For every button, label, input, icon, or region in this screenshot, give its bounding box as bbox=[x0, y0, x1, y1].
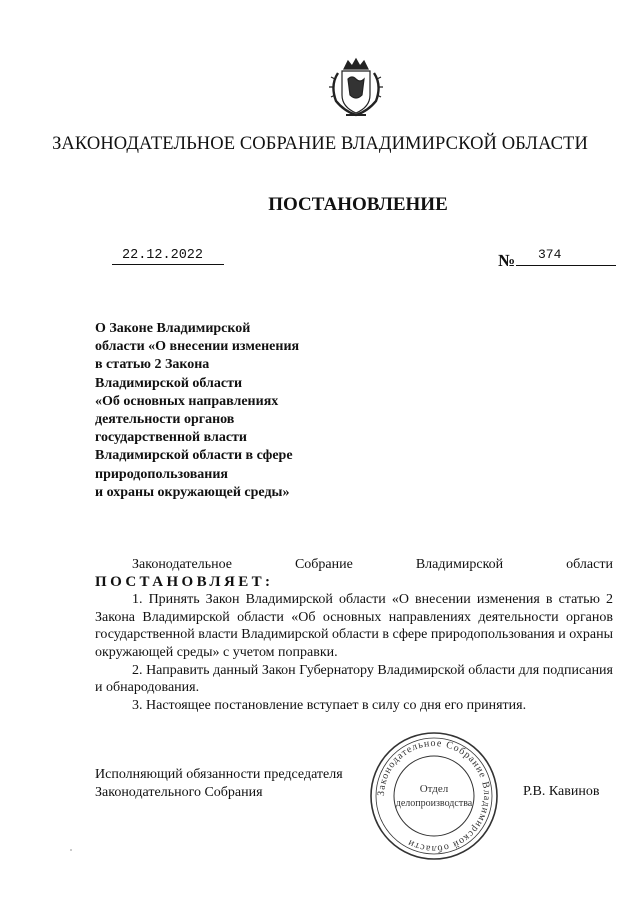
intro-word: Владимирской bbox=[415, 557, 504, 572]
subject-line: и охраны окружающей среды» bbox=[95, 484, 290, 500]
position-line: Исполняющий обязанности председателя bbox=[95, 767, 343, 782]
svg-text:Законодательное Собрание Влади bbox=[376, 738, 492, 854]
subject-line: в статью 2 Закона bbox=[95, 357, 210, 373]
number-underline bbox=[516, 265, 616, 266]
subject-line: природопользования bbox=[95, 466, 228, 482]
signatory-name: Р.В. Кавинов bbox=[523, 784, 600, 799]
document-date: 22.12.2022 bbox=[112, 247, 224, 265]
subject-line: Владимирской области bbox=[95, 375, 243, 391]
official-stamp bbox=[368, 730, 500, 862]
intro-word: Законодательное bbox=[132, 557, 232, 572]
number-value: 374 bbox=[538, 247, 562, 262]
coat-of-arms-icon bbox=[326, 55, 386, 119]
document-type: ПОСТАНОВЛЕНИЕ bbox=[268, 194, 448, 215]
scan-speck bbox=[70, 849, 72, 851]
stamp-center-line: делопроизводства bbox=[395, 798, 473, 809]
stamp-ring-text: Законодательное Собрание Владимирской области bbox=[375, 737, 493, 855]
document-subject bbox=[95, 320, 355, 502]
intro-word: области bbox=[566, 557, 613, 572]
subject-line: деятельности органов bbox=[95, 412, 235, 428]
document-body bbox=[95, 556, 613, 714]
organization-name: ЗАКОНОДАТЕЛЬНОЕ СОБРАНИЕ ВЛАДИМИРСКОЙ ОБЛАСТИ bbox=[52, 134, 588, 154]
document-number bbox=[498, 247, 616, 269]
subject-line: «Об основных направлениях bbox=[95, 393, 279, 409]
resolution-item-3: 3. Настоящее постановление вступает в силу со дня его принятия. bbox=[132, 697, 527, 713]
subject-line: Владимирской области в сфере bbox=[95, 448, 293, 464]
number-sign: № bbox=[498, 251, 516, 270]
signatory-position bbox=[95, 766, 343, 802]
intro-line bbox=[95, 556, 613, 574]
position-line: Законодательного Собрания bbox=[95, 785, 263, 800]
stamp-center-line: Отдел bbox=[419, 783, 449, 795]
resolution-item-1: 1. Принять Закон Владимирской области «О внесении изменения в статью 2 Закона Владимирской области «Об основных направлениях деятельности органов государственной власти Владимирской области в сфере природопользования и охраны окружающей среды» с учетом поправки. bbox=[95, 592, 613, 660]
intro-word: Собрание bbox=[294, 557, 353, 572]
subject-line: О Законе Владимирской bbox=[95, 321, 251, 336]
subject-line: государственной власти bbox=[95, 430, 247, 446]
subject-line: области «О внесении изменения bbox=[95, 339, 300, 355]
resolves-heading: ПОСТАНОВЛЯЕТ: bbox=[95, 573, 274, 590]
resolution-item-2: 2. Направить данный Закон Губернатору Владимирской области для подписания и обнародования. bbox=[95, 662, 613, 696]
